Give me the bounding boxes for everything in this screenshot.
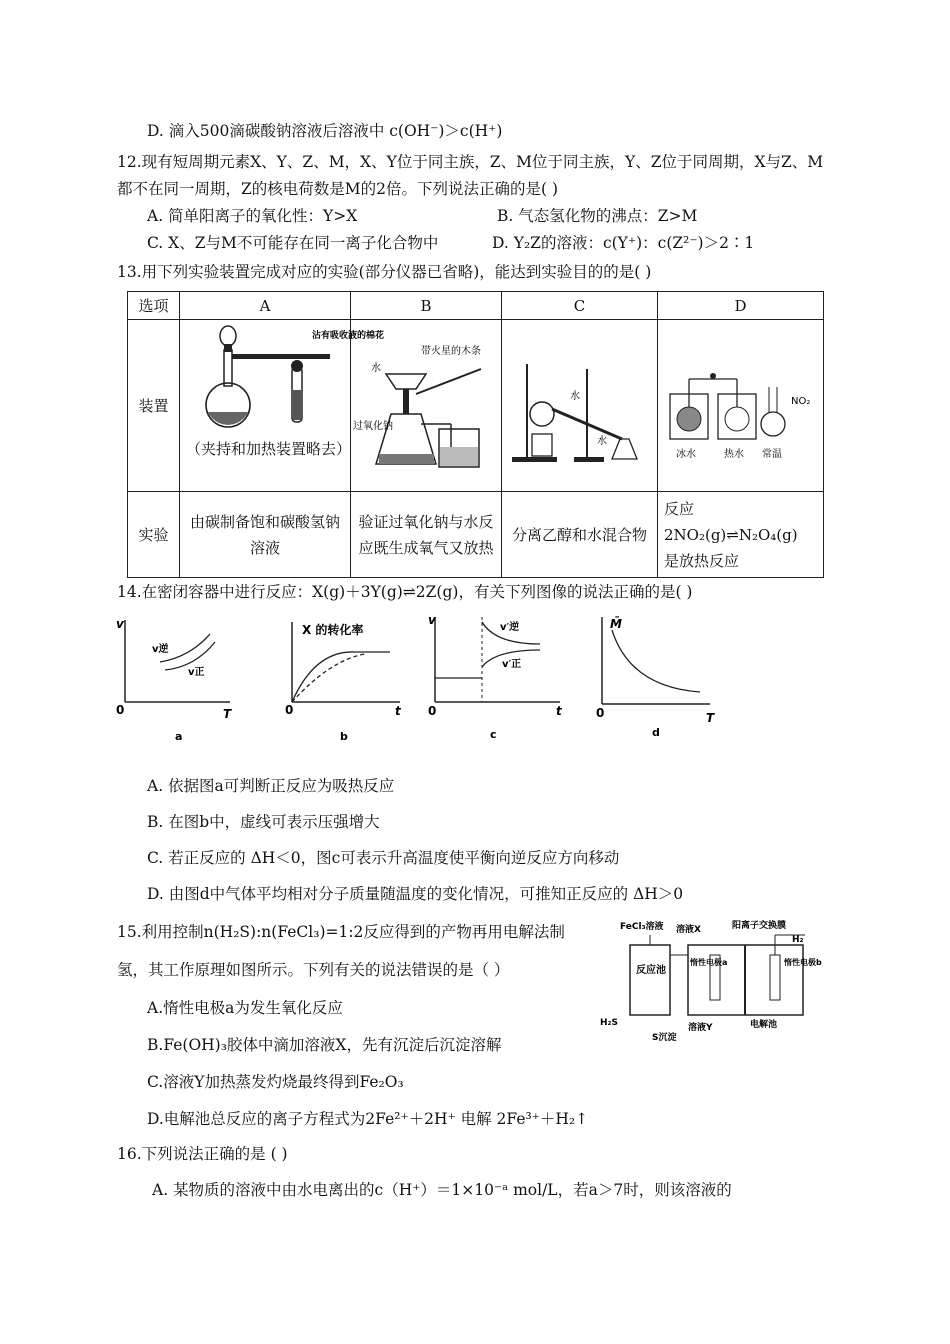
q14-option-c: C. 若正反应的 ΔH＜0，图c可表示升高温度使平衡向逆反应方向移动: [147, 849, 620, 867]
apparatus-b-diagram: [351, 329, 501, 479]
graph-b-ylabel: X 的转化率: [302, 623, 364, 637]
a-cotton-label: 沾有吸收液的棉花: [312, 331, 385, 341]
b-na2o2-label: 过氧化钠: [353, 420, 393, 432]
graph-c: [428, 613, 563, 741]
experiment-d: 反应 2NO₂(g)⇌N₂O₄(g) 是放热反应: [664, 499, 798, 570]
graph-d-ylabel: M̄: [610, 617, 622, 631]
q14-option-d: D. 由图d中气体平均相对分子质量随温度的变化情况，可推知正反应的 ΔH＞0: [147, 885, 684, 903]
header-d: D: [658, 292, 824, 320]
experiment-c: 分离乙醇和水混合物: [511, 525, 647, 544]
header-a: A: [180, 292, 351, 320]
graph-a-curve2: v正: [188, 667, 205, 678]
q15-cell: 电解池: [750, 1020, 778, 1030]
graph-d-origin: 0: [596, 706, 605, 720]
q12-option-b: B. 气态氢化物的沸点：Z>M: [497, 207, 698, 225]
apparatus-b: [351, 320, 502, 492]
header-c: C: [502, 292, 658, 320]
apparatus-a-note: （夹持和加热装置略去）: [186, 440, 352, 458]
graph-a: [116, 617, 232, 743]
q15-option-b: B.Fe(OH)₃胶体中滴加溶液X，先有沉淀后沉淀溶解: [147, 1036, 502, 1054]
d-label-hot: 热水: [724, 448, 744, 460]
graph-c-origin: 0: [428, 704, 437, 718]
experiment-b: 验证过氧化钠与水反应既生成氧气又放热: [358, 512, 494, 557]
apparatus-c: [502, 320, 658, 492]
q16-option-a: A. 某物质的溶液中由水电离出的c（H⁺）＝1×10⁻ᵃ mol/L，若a＞7时，则该溶液的: [152, 1181, 732, 1199]
graph-a-caption: a: [175, 730, 183, 743]
experiment-a: 由碳制备饱和碳酸氢钠溶液: [189, 512, 340, 557]
c-water-label-1: 水: [570, 390, 580, 402]
graph-c-xlabel: t: [556, 704, 562, 718]
q12-option-c: C. X、Z与M不可能存在同一离子化合物中: [147, 234, 439, 252]
q14-option-b: B. 在图b中，虚线可表示压强增大: [147, 813, 380, 831]
q15-option-d: D.电解池总反应的离子方程式为2Fe²⁺＋2H⁺ 电解 2Fe³⁺＋H₂↑: [147, 1110, 589, 1128]
graph-c-curve1: v′逆: [500, 622, 520, 633]
d-label-ice: 冰水: [676, 448, 696, 460]
header-b: B: [351, 292, 502, 320]
q15-soly: 溶液Y: [688, 1023, 713, 1033]
row-label-apparatus: 装置: [128, 320, 180, 492]
q13-table: [127, 291, 824, 578]
q15-option-a: A.惰性电极a为发生氧化反应: [147, 999, 343, 1017]
q15-electrode-a: 惰性电极a: [690, 958, 728, 967]
apparatus-d: [658, 320, 824, 492]
graph-c-ylabel: v: [428, 613, 436, 627]
q11-option-d: D. 滴入500滴碳酸钠溶液后溶液中 c(OH⁻)＞c(H⁺): [147, 122, 503, 140]
d-label-room: 常温: [762, 448, 782, 460]
graph-b-xlabel: t: [395, 704, 401, 718]
apparatus-c-diagram: [502, 329, 657, 479]
q15-reactor: 反应池: [636, 965, 666, 976]
q15-h2: H₂: [792, 935, 804, 945]
graph-b-caption: b: [340, 730, 348, 743]
b-top-label: 带火星的木条: [421, 345, 481, 357]
q12-stem-line2: 都不在同一周期，Z的核电荷数是M的2倍。下列说法正确的是( ): [117, 180, 559, 198]
q15-diagram: [600, 915, 825, 1045]
graph-a-origin: 0: [116, 703, 125, 717]
c-water-label-2: 水: [597, 435, 607, 447]
graph-b: [285, 622, 402, 743]
q15-stem-line1: 15.利用控制n(H₂S):n(FeCl₃)=1:2反应得到的产物再用电解法制: [117, 923, 565, 941]
q15-electrode-b: 惰性电极b: [784, 958, 822, 967]
q12-option-d: D. Y₂Z的溶液：c(Y⁺)：c(Z²⁻)＞2∶1: [492, 234, 755, 252]
q14-graphs: [110, 612, 830, 752]
graph-a-xlabel: T: [223, 707, 232, 721]
q15-solx: 溶液X: [676, 925, 701, 935]
row-label-experiment: 实验: [128, 492, 180, 578]
q13-stem: 13.用下列实验装置完成对应的实验(部分仪器已省略)，能达到实验目的的是( ): [117, 263, 652, 281]
q15-membrane: 阳离子交换膜: [732, 921, 787, 931]
graph-b-origin: 0: [285, 703, 294, 717]
q14-option-a: A. 依据图a可判断正反应为吸热反应: [147, 777, 395, 795]
graph-d: [596, 616, 715, 739]
d-no2-label: NO₂: [791, 395, 811, 407]
graph-d-caption: d: [652, 726, 660, 739]
q15-s: S沉淀: [652, 1033, 677, 1043]
q12-stem-line1: 12.现有短周期元素X、Y、Z、M，X、Y位于同主族，Z、M位于同主族，Y、Z位于同周期，X与Z、M: [117, 153, 824, 171]
header-option: 选项: [128, 292, 180, 320]
b-water-label: 水: [371, 362, 381, 374]
graph-c-curve2: v′正: [502, 659, 522, 670]
graph-a-ylabel: v: [116, 617, 124, 631]
graph-d-xlabel: T: [706, 711, 715, 725]
graph-a-curve1: v逆: [152, 644, 169, 655]
q12-option-a: A. 简单阳离子的氧化性：Y>X: [147, 207, 358, 225]
apparatus-d-diagram: [658, 329, 823, 479]
q14-stem: 14.在密闭容器中进行反应：X(g)＋3Y(g)⇌2Z(g)，有关下列图像的说法正确的是( ): [117, 583, 693, 601]
graph-c-caption: c: [490, 728, 497, 741]
q15-stem-line2: 氢，其工作原理如图所示。下列有关的说法错误的是（ ）: [117, 961, 510, 979]
q15-fecl3: FeCl₃溶液: [620, 922, 664, 932]
q16-stem: 16.下列说法正确的是 ( ): [117, 1145, 288, 1163]
q15-option-c: C.溶液Y加热蒸发灼烧最终得到Fe₂O₃: [147, 1073, 404, 1091]
q15-h2s: H₂S: [600, 1018, 618, 1028]
